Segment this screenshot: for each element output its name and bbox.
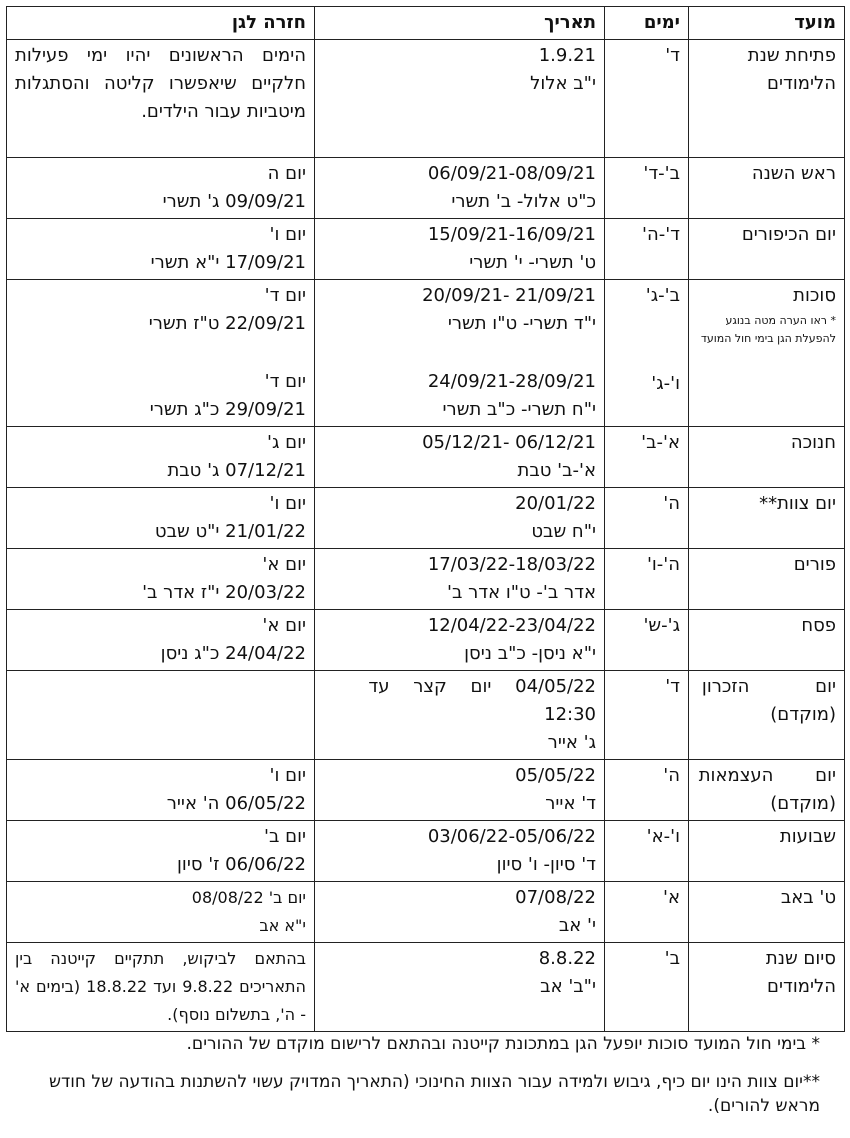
back-cell — [7, 671, 315, 760]
date-cell: 04/05/22 יום קצר עד 12:30 ג' אייר — [315, 671, 605, 760]
date-cell: 05/05/22 ד' אייר — [315, 760, 605, 821]
table-row — [7, 882, 845, 943]
table-row — [7, 943, 845, 1032]
event-cell: פורים — [689, 549, 845, 610]
event-cell: יום העצמאות (מוקדם) — [689, 760, 845, 821]
event-cell: פתיחת שנת הלימודים — [689, 40, 845, 158]
event-cell: סוכות * ראו הערה מטה בנוגע להפעלת הגן בימי חול המועד — [689, 280, 845, 427]
date-cell: 06/09/21-08/09/21 כ"ט אלול- ב' תשרי — [315, 158, 605, 219]
date-cell: 17/03/22-18/03/22 אדר ב'- ט"ו אדר ב' — [315, 549, 605, 610]
header-back-to-kindergarten: חזרה לגן — [7, 7, 315, 40]
event-cell: יום צוות** — [689, 488, 845, 549]
header-date: תאריך — [315, 7, 605, 40]
back-cell: יום ג' 07/12/21 ג' טבת — [7, 427, 315, 488]
table-row — [7, 760, 845, 821]
table-row — [7, 671, 845, 760]
days-cell: ו'-א' — [605, 821, 689, 882]
back-cell: יום א' 20/03/22 י"ז אדר ב' — [7, 549, 315, 610]
days-cell: א' — [605, 882, 689, 943]
date-cell: 07/08/22 י' אב — [315, 882, 605, 943]
back-cell: יום ו' 06/05/22 ה' אייר — [7, 760, 315, 821]
table-row — [7, 610, 845, 671]
table-row — [7, 821, 845, 882]
back-cell: יום ו' 17/09/21 י"א תשרי — [7, 219, 315, 280]
header-event: מועד — [689, 7, 845, 40]
days-cell: ד' — [605, 40, 689, 158]
event-cell: יום הכיפורים — [689, 219, 845, 280]
days-cell: ד'-ה' — [605, 219, 689, 280]
days-cell: ב'-ג' ו'-ג' — [605, 280, 689, 427]
date-cell: 03/06/22-05/06/22 ד' סיון- ו' סיון — [315, 821, 605, 882]
back-cell: יום ד' 22/09/21 ט"ז תשרי יום ד' 29/09/21 כ"ג תשרי — [7, 280, 315, 427]
date-cell: 06/12/21 -05/12/21 א'-ב' טבת — [315, 427, 605, 488]
table-row — [7, 158, 845, 219]
footnote-staff-day: **יום צוות הינו יום כיף, גיבוש ולמידה עבור הצוות החינוכי (התאריך המדויק עשוי להשתנות בהודעה של חודש מראש להורים). — [48, 1072, 820, 1116]
back-cell: יום ה 09/09/21 ג' תשרי — [7, 158, 315, 219]
table-row — [7, 549, 845, 610]
back-cell: יום ב' 06/06/22 ז' סיון — [7, 821, 315, 882]
table-row — [7, 40, 845, 158]
event-cell: חנוכה — [689, 427, 845, 488]
date-cell: 1.9.21 י"ב אלול — [315, 40, 605, 158]
table-header-row — [7, 7, 845, 40]
event-cell: ט' באב — [689, 882, 845, 943]
date-cell: 15/09/21-16/09/21 ט' תשרי- י' תשרי — [315, 219, 605, 280]
days-cell: ב'-ד' — [605, 158, 689, 219]
back-cell: הימים הראשונים יהיו ימי פעילות חלקיים שיאפשרו קליטה והסתגלות מיטביות עבור הילדים. — [7, 40, 315, 158]
table-row — [7, 219, 845, 280]
footnote-sukkot: * בימי חול המועד סוכות יופעל הגן במתכונת קייטנה ובהתאם לרישום מוקדם של ההורים. — [186, 1034, 820, 1054]
header-days: ימים — [605, 7, 689, 40]
table-row — [7, 427, 845, 488]
back-cell: בהתאם לביקוש, תתקיים קייטנה בין התאריכים 9.8.22 ועד 18.8.22 (בימים א' - ה', בתשלום נוסף). — [7, 943, 315, 1032]
event-cell: יום הזכרון (מוקדם) — [689, 671, 845, 760]
days-cell: א'-ב' — [605, 427, 689, 488]
back-cell: יום א' 24/04/22 כ"ג ניסן — [7, 610, 315, 671]
back-cell: יום ו' 21/01/22 י"ט שבט — [7, 488, 315, 549]
date-cell: 21/09/21 -20/09/21 י"ד תשרי- ט"ו תשרי 24/09/21-28/09/21 י"ח תשרי- כ"ב תשרי — [315, 280, 605, 427]
event-cell: ראש השנה — [689, 158, 845, 219]
event-cell: סיום שנת הלימודים — [689, 943, 845, 1032]
sukkot-note: * ראו הערה מטה בנוגע להפעלת הגן בימי חול המועד — [700, 314, 836, 345]
days-cell: ה' — [605, 760, 689, 821]
table-row — [7, 488, 845, 549]
date-cell: 8.8.22 י"ב' אב — [315, 943, 605, 1032]
days-cell: ה' — [605, 488, 689, 549]
holiday-schedule-table — [6, 6, 845, 1032]
date-cell: 12/04/22-23/04/22 י"א ניסן- כ"ב ניסן — [315, 610, 605, 671]
days-cell: ג'-ש' — [605, 610, 689, 671]
days-cell: ד' — [605, 671, 689, 760]
event-cell: פסח — [689, 610, 845, 671]
table-row — [7, 280, 845, 427]
date-cell: 20/01/22 י"ח שבט — [315, 488, 605, 549]
days-cell: ב' — [605, 943, 689, 1032]
back-cell: יום ב' 08/08/22 י"א אב — [7, 882, 315, 943]
event-cell: שבועות — [689, 821, 845, 882]
days-cell: ה'-ו' — [605, 549, 689, 610]
